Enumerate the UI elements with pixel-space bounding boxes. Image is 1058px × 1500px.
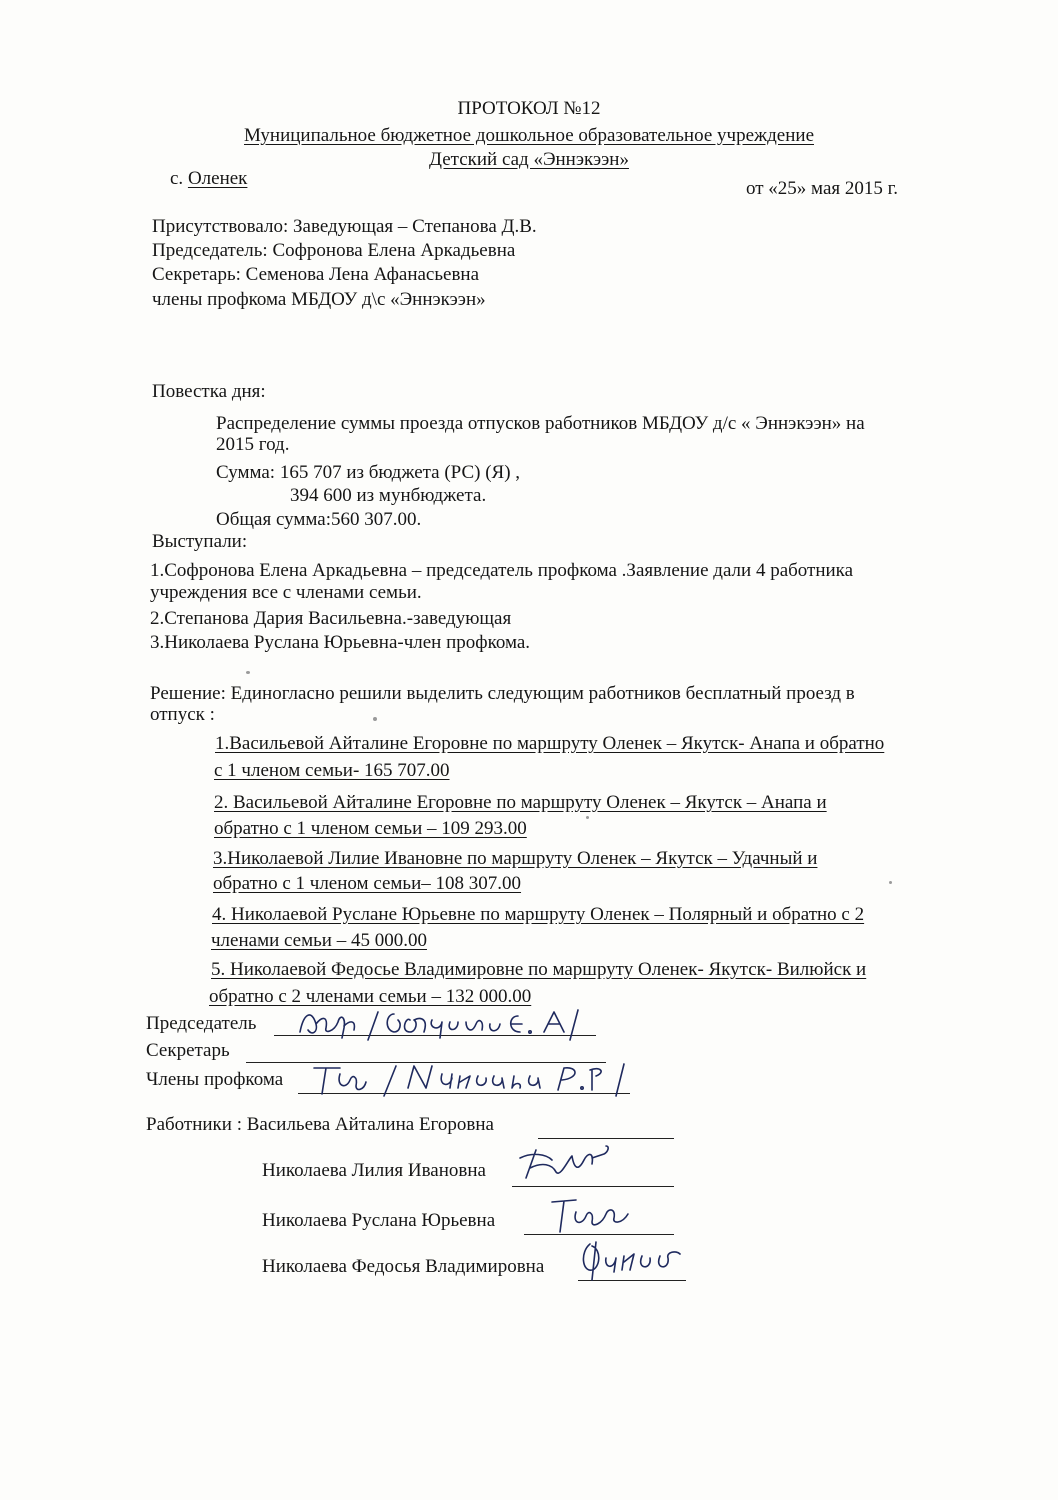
scan-speck: [246, 671, 250, 674]
decision-item-5-line2: обратно с 2 членами семьи – 132 000.00: [209, 986, 532, 1007]
decision-line2: отпуск :: [150, 704, 215, 725]
agenda-sum-line2: 394 600 из мунбюджета.: [290, 485, 487, 506]
speaker-3: 3.Николаева Руслана Юрьевна-член профкома.: [150, 632, 531, 653]
agenda-total: Общая сумма:560 307.00.: [216, 509, 422, 530]
place-name: Оленек: [187, 168, 248, 189]
worker-2-signature: [540, 1192, 640, 1238]
members-signature: [300, 1056, 650, 1102]
scan-speck: [373, 717, 377, 721]
decision-item-2-line2: обратно с 1 членом семьи – 109 293.00: [214, 818, 527, 839]
decision-item-3-line1: 3.Николаевой Лилие Ивановне по маршруту Оленек – Якутск – Удачный и: [213, 848, 818, 869]
speaker-2: 2.Степанова Дария Васильевна.-заведующая: [150, 608, 512, 629]
agenda-item-line1: Распределение суммы проезда отпусков работников МБДОУ д/с « Эннэкээн» на: [216, 413, 865, 434]
worker-3-name: Николаева Федосья Владимировна: [262, 1256, 545, 1277]
scan-speck: [889, 881, 892, 884]
decision-item-5-line1: 5. Николаевой Федосье Владимировне по маршруту Оленек- Якутск- Вилюйск и: [211, 959, 867, 980]
members-label: Члены профкома: [146, 1069, 284, 1090]
protocol-title: ПРОТОКОЛ №12: [457, 98, 601, 119]
decision-line1: Решение: Единогласно решили выделить следующим работников бесплатный проезд в: [150, 683, 855, 704]
place-line: [170, 168, 247, 190]
attendance-present: Присутствовало: Заведующая – Степанова Д.В.: [152, 216, 537, 237]
worker-3-signature: [576, 1236, 686, 1284]
worker-1-signature: [512, 1138, 622, 1188]
speakers-label: Выступали:: [152, 531, 248, 552]
decision-item-1-line1: 1.Васильевой Айталине Егоровне по маршруту Оленек – Якутск- Анапа и обратно: [215, 733, 885, 754]
secretary-label: Секретарь: [146, 1040, 230, 1061]
decision-item-4-line1: 4. Николаевой Руслане Юрьевне по маршруту Оленек – Полярный и обратно с 2: [212, 904, 865, 925]
attendance-chairman: Председатель: Софронова Елена Аркадьевна: [152, 240, 516, 261]
decision-item-2-line1: 2. Васильевой Айталине Егоровне по маршруту Оленек – Якутск – Анапа и: [214, 792, 827, 813]
decision-item-1-line2: с 1 членом семьи- 165 707.00: [214, 760, 450, 781]
agenda-item-line2: 2015 год.: [216, 434, 290, 455]
decision-item-3-line2: обратно с 1 членом семьи– 108 307.00: [213, 873, 522, 894]
attendance-members: члены профкома МБДОУ д\с «Эннэкээн»: [152, 289, 486, 310]
speaker-1-line1: 1.Софронова Елена Аркадьевна – председатель профкома .Заявление дали 4 работника: [150, 560, 854, 581]
chairman-label: Председатель: [146, 1013, 257, 1034]
agenda-label: Повестка дня:: [152, 381, 266, 402]
place-prefix: с.: [170, 168, 188, 189]
speaker-1-line2: учреждения все с членами семьи.: [150, 582, 422, 603]
worker-2-name: Николаева Руслана Юрьевна: [262, 1210, 496, 1231]
agenda-sum-line1: Сумма: 165 707 из бюджета (РС) (Я) ,: [216, 462, 521, 483]
org-name-line1: Муниципальное бюджетное дошкольное образовательное учреждение: [244, 125, 814, 146]
worker-1-name: Николаева Лилия Ивановна: [262, 1160, 486, 1181]
org-name-line2: Детский сад «Эннэкээн»: [429, 149, 629, 170]
workers-label: Работники : Васильева Айталина Егоровна: [146, 1114, 494, 1135]
decision-item-4-line2: членами семьи – 45 000.00: [211, 930, 427, 951]
scan-speck: [586, 816, 589, 819]
chairman-signature: [282, 1002, 602, 1044]
attendance-secretary: Секретарь: Семенова Лена Афанасьевна: [152, 264, 480, 285]
protocol-date: от «25» мая 2015 г.: [746, 178, 899, 199]
